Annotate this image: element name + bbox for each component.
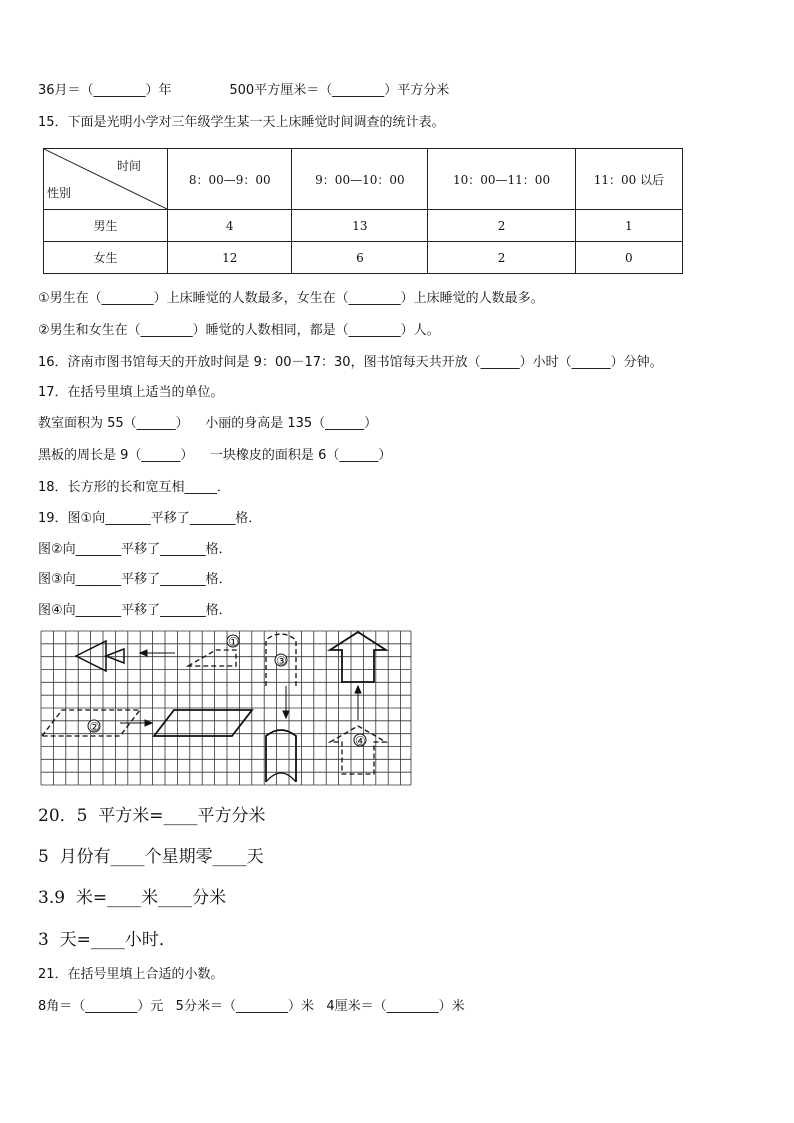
line-months-area: 36月＝（________）年 500平方厘米＝（________）平方分米 xyxy=(38,83,450,98)
table-cell: 0 xyxy=(575,242,682,274)
question-20-part2: 5 月份有____个星期零____天 xyxy=(38,847,264,867)
table-cell: 2 xyxy=(428,210,575,242)
question-17-line2: 黑板的周长是 9（______） 一块橡皮的面积是 6（______） xyxy=(38,448,392,463)
table-header-row xyxy=(44,149,683,210)
translation-grid-figure xyxy=(40,630,412,786)
question-17-line1: 教室面积为 55（______） 小丽的身高是 135（______） xyxy=(38,416,378,431)
question-19-fig1: 19．图①向_______平移了_______格． xyxy=(38,511,262,526)
table-cell: 12 xyxy=(168,242,292,274)
table-cell: 4 xyxy=(168,210,292,242)
table-cell: 2 xyxy=(428,242,575,274)
col-header: 8：00—9：00 xyxy=(168,149,292,210)
table-corner-cell xyxy=(44,149,168,210)
table-cell: 13 xyxy=(292,210,428,242)
table-cell: 1 xyxy=(575,210,682,242)
question-21-line1: 8角＝（________）元 5分米＝（________）米 4厘米＝（________）米 xyxy=(38,999,465,1014)
figure-label-1: ① xyxy=(228,635,239,649)
question-15-part2: ②男生和女生在（________）睡觉的人数相同，都是（________）人。 xyxy=(38,323,440,338)
row-label: 男生 xyxy=(44,210,168,242)
question-15: 15．下面是光明小学对三年级学生某一天上床睡觉时间调查的统计表。 xyxy=(38,115,445,130)
question-15-part1: ①男生在（________）上床睡觉的人数最多，女生在（________）上床睡觉的人数最多。 xyxy=(38,291,544,306)
question-20-part4: 3 天=____小时． xyxy=(38,930,176,950)
table-row xyxy=(44,210,683,242)
header-gender: 性别 xyxy=(47,186,72,200)
question-17: 17．在括号里填上适当的单位。 xyxy=(38,385,224,400)
col-header: 11：00 以后 xyxy=(575,149,682,210)
header-time: 时间 xyxy=(116,159,141,173)
col-header: 10：00—11：00 xyxy=(428,149,575,210)
figure-label-4: ④ xyxy=(355,734,366,748)
figure-2-shape xyxy=(42,710,252,736)
row-label: 女生 xyxy=(44,242,168,274)
bedtime-table xyxy=(43,148,683,274)
question-19-fig2: 图②向_______平移了_______格． xyxy=(38,542,232,557)
figure-label-3: ③ xyxy=(276,654,287,668)
question-19-fig4: 图④向_______平移了_______格． xyxy=(38,603,232,618)
col-header: 9：00—10：00 xyxy=(292,149,428,210)
figure-label-2: ② xyxy=(89,720,100,734)
question-20-part1: 20．5 平方米=____平方分米 xyxy=(38,806,266,826)
question-18: 18．长方形的长和宽互相_____． xyxy=(38,480,231,495)
table-cell: 6 xyxy=(292,242,428,274)
question-21: 21．在括号里填上合适的小数。 xyxy=(38,967,224,982)
question-19-fig3: 图③向_______平移了_______格． xyxy=(38,572,232,587)
grid-lines xyxy=(41,631,411,785)
question-16: 16．济南市图书馆每天的开放时间是 9：00－17：30，图书馆每天共开放（______）小时（______）分钟。 xyxy=(38,355,663,370)
question-20-part3: 3.9 米=____米____分米 xyxy=(38,888,227,908)
table-row xyxy=(44,242,683,274)
